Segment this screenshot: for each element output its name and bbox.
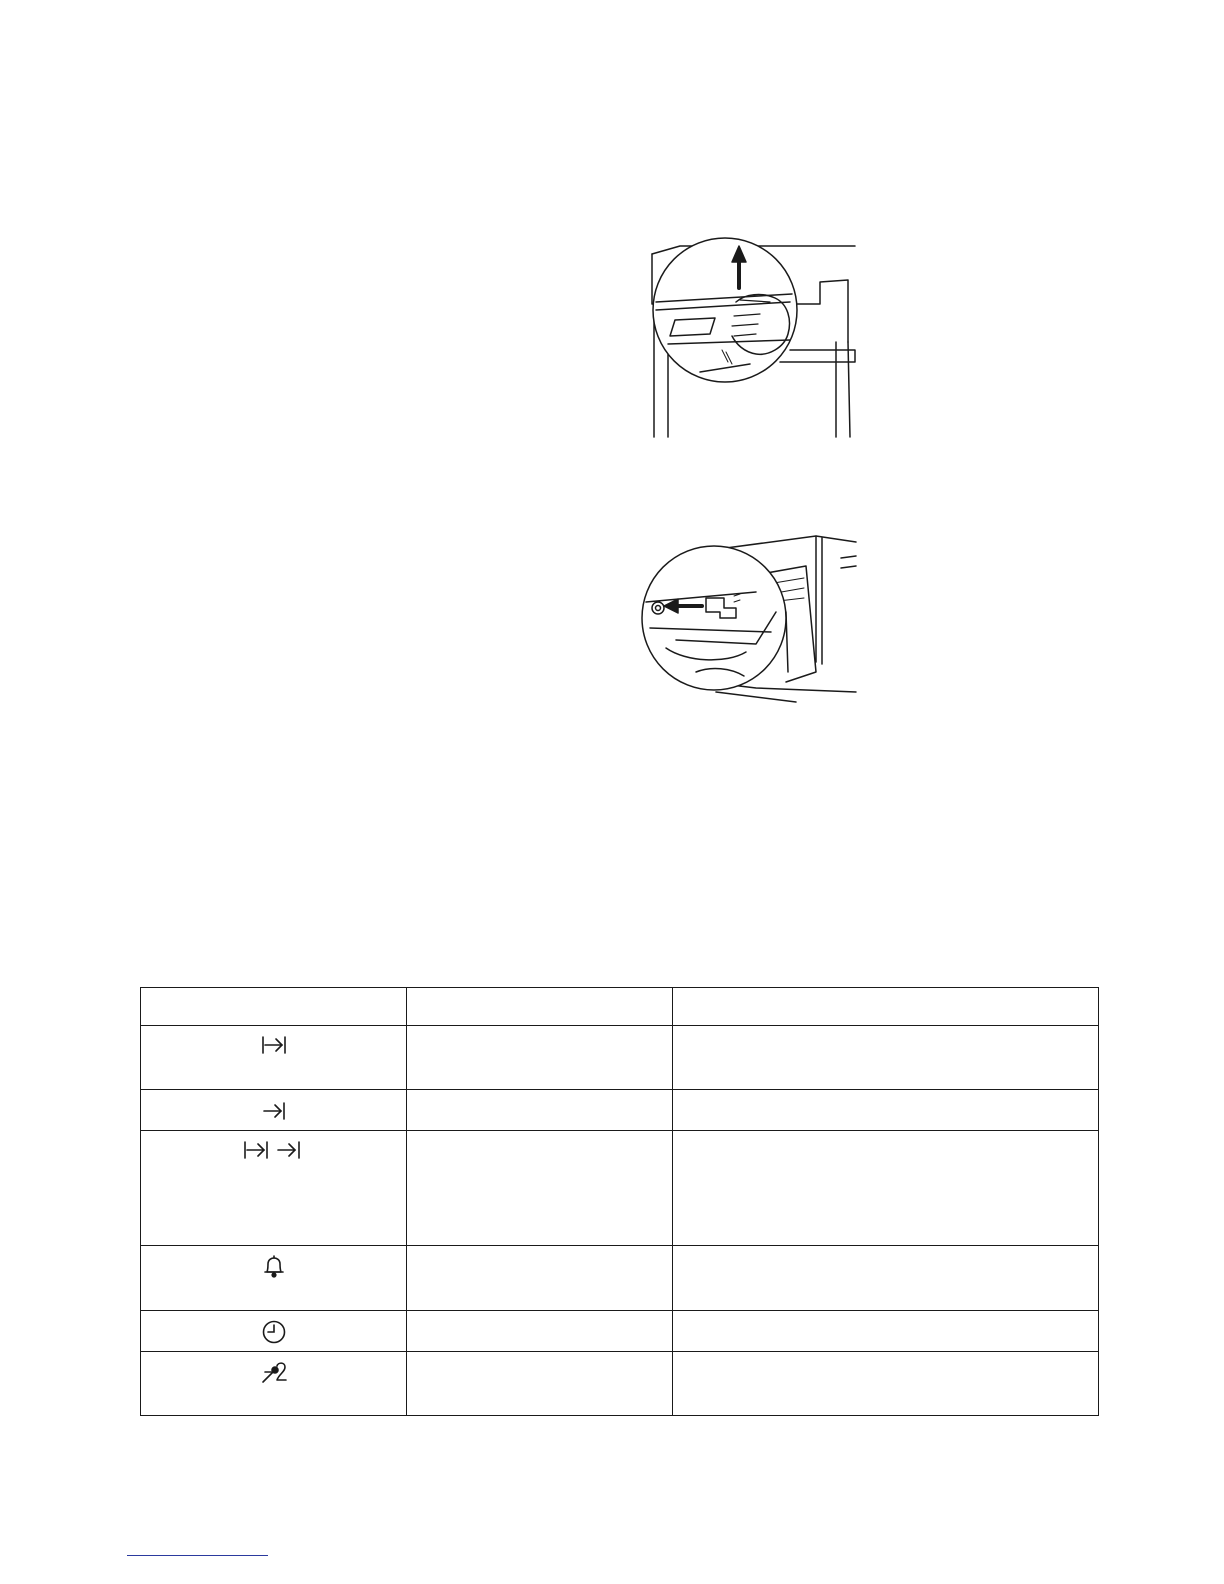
bell-icon xyxy=(262,1254,286,1280)
meat-probe-icon xyxy=(259,1360,289,1386)
description-cell xyxy=(673,1246,1099,1311)
symbol-cell xyxy=(141,1352,407,1416)
description-cell xyxy=(673,1311,1099,1352)
function-cell xyxy=(407,1352,673,1416)
description-cell xyxy=(673,1090,1099,1131)
function-cell xyxy=(407,1026,673,1090)
table-row xyxy=(141,1026,1099,1090)
description-cell xyxy=(673,1131,1099,1246)
door-panel-lift-illustration xyxy=(640,232,870,442)
symbol-table xyxy=(140,987,1099,1416)
symbol-cell xyxy=(141,1131,407,1246)
function-cell xyxy=(407,1246,673,1311)
footer-rule xyxy=(127,1555,268,1556)
table-row xyxy=(141,1090,1099,1131)
table-row xyxy=(141,1131,1099,1246)
symbol-cell xyxy=(141,1026,407,1090)
duration-end-time-icon xyxy=(243,1139,305,1161)
clock-icon xyxy=(261,1319,287,1345)
function-cell xyxy=(407,1090,673,1131)
symbol-cell xyxy=(141,1246,407,1311)
description-cell xyxy=(673,1352,1099,1416)
table-row xyxy=(141,1246,1099,1311)
table-header-cell xyxy=(673,988,1099,1026)
function-cell xyxy=(407,1311,673,1352)
table-header-cell xyxy=(141,988,407,1026)
symbol-cell xyxy=(141,1311,407,1352)
table-row xyxy=(141,1311,1099,1352)
table-row xyxy=(141,1352,1099,1416)
end-time-icon xyxy=(262,1100,286,1122)
function-cell xyxy=(407,1131,673,1246)
duration-icon xyxy=(261,1034,287,1056)
table-header-cell xyxy=(407,988,673,1026)
door-hinge-release-illustration xyxy=(636,532,866,712)
symbol-cell xyxy=(141,1090,407,1131)
table-header-row xyxy=(141,988,1099,1026)
description-cell xyxy=(673,1026,1099,1090)
